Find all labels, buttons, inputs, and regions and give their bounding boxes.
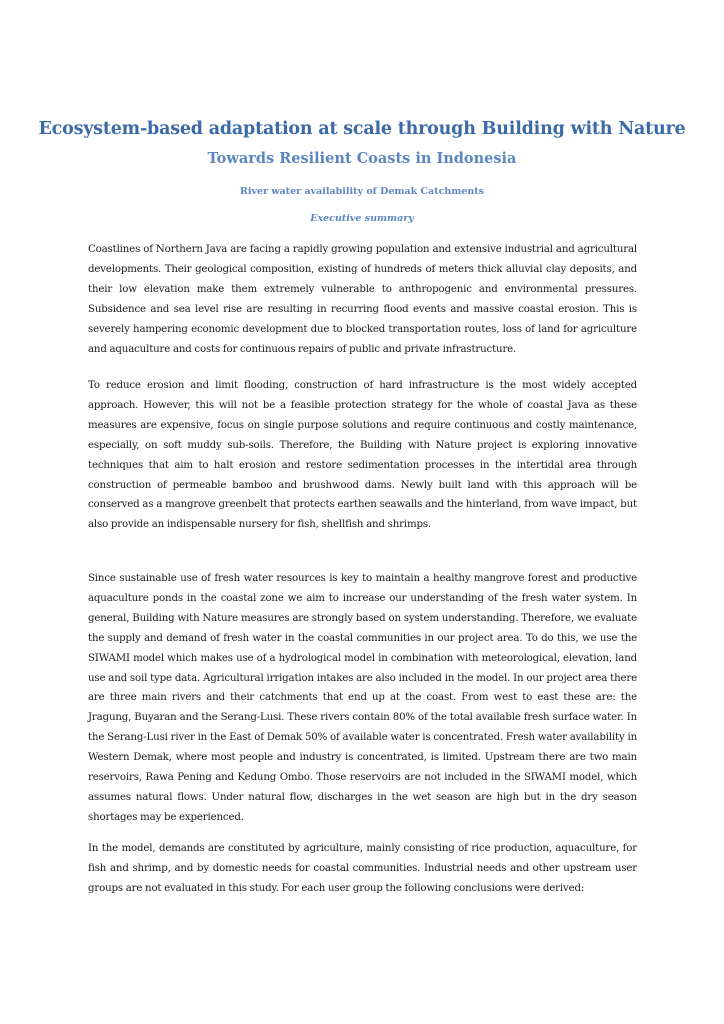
document-title: Ecosystem-based adaptation at scale through Building with Nature [38, 119, 686, 139]
paragraph-demands: In the model, demands are constituted by agriculture, mainly consisting of rice production, aquaculture, for fish and shrimp, and by domestic needs for coastal communities. Industrial needs and other upstream user groups are not evaluated in this study. For each user group the following conclusions were derived: [88, 843, 637, 894]
paragraph-fresh-water: Since sustainable use of fresh water resources is key to maintain a healthy mangrove forest and productive aquaculture ponds in the coastal zone we aim to increase our understanding of the fresh water system. In general, Building with Nature measures are strongly based on system understanding. Therefore, we evaluate the supply and demand of fresh water in the coastal communities in our project area. To do this, we use the SIWAMI model which makes use of a hydrological model in combination with meteorological, elevation, land use and soil type data. Agricultural irrigation intakes are also included in the model. In our project area there are three main rivers and their catchments that end up at the coast. From west to east these are: the Jragung, Buyaran and the Serang-Lusi. These rivers contain 80% of the total available fresh surface water. In the Serang-Lusi river in the East of Demak 50% of available water is concentrated. Fresh water availability in Western Demak, where most people and industry is concentrated, is limited. Upstream there are two main reservoirs, Rawa Pening and Kedung Ombo. Those reservoirs are not included in the SIWAMI model, which assumes natural flows. Under natural flow, discharges in the wet season are high but in the dry season shortages may be experienced. [88, 573, 637, 823]
section-title: River water availability of Demak Catchments [240, 186, 484, 197]
paragraph-coastlines: Coastlines of Northern Java are facing a rapidly growing population and extensive industrial and agricultural developments. Their geological composition, existing of hundreds of meters thick alluvial clay deposits, and their low elevation make them extremely vulnerable to anthropogenic and environmental pressures. Subsidence and sea level rise are resulting in recurring flood events and massive coastal erosion. This is severely hampering economic development due to blocked transportation routes, loss of land for agriculture and aquaculture and costs for continuous repairs of public and private infrastructure. [88, 244, 637, 355]
paragraph-erosion: To reduce erosion and limit flooding, construction of hard infrastructure is the most widely accepted approach. However, this will not be a feasible protection strategy for the whole of coastal Java as these measures are expensive, focus on single purpose solutions and require continuous and costly maintenance, especially, on soft muddy sub-soils. Therefore, the Building with Nature project is exploring innovative techniques that aim to halt erosion and restore sedimentation processes in the intertidal area through construction of permeable bamboo and brushwood dams. Newly built land with this approach will be conserved as a mangrove greenbelt that protects earthen seawalls and the hinterland, from wave impact, but also provide an indispensable nursery for fish, shellfish and shrimps. [88, 380, 637, 531]
document-subtitle: Towards Resilient Coasts in Indonesia [207, 150, 517, 167]
section-label: Executive summary [310, 213, 414, 224]
